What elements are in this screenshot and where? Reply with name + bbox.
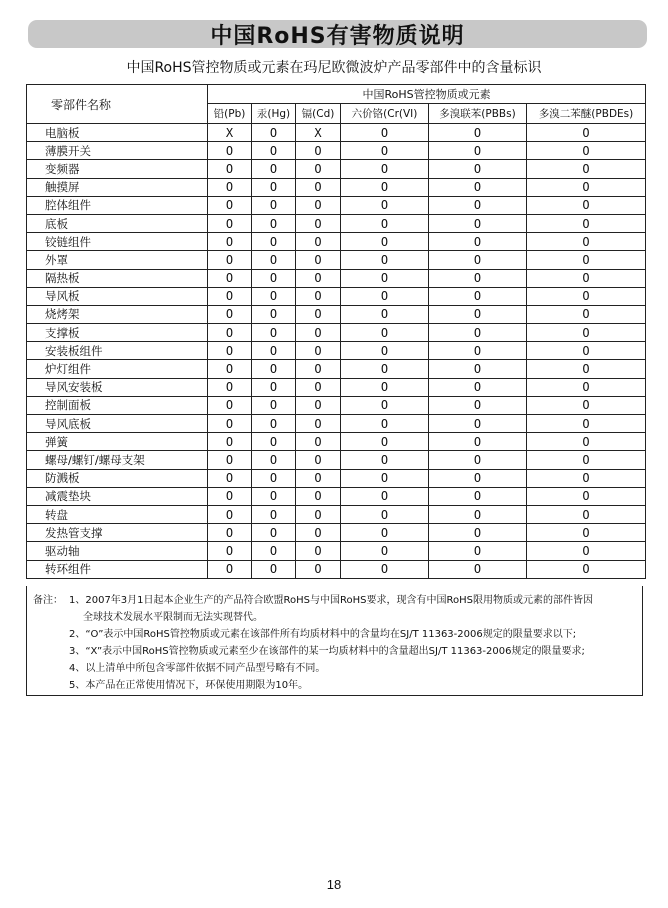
table-row — [27, 378, 646, 396]
mark-cell-cr6: O — [341, 451, 429, 469]
mark-cell-hg: O — [252, 542, 296, 560]
mark-cell-hg: O — [252, 378, 296, 396]
table-row — [27, 524, 646, 542]
mark-cell-pbbs: O — [429, 360, 527, 378]
part-name-cell: 控制面板 — [27, 396, 208, 414]
mark-cell-hg: O — [252, 251, 296, 269]
mark-cell-hg: O — [252, 451, 296, 469]
mark-cell-pb: O — [208, 196, 252, 214]
mark-cell-pbdes: O — [527, 360, 646, 378]
mark-cell-pb: O — [208, 542, 252, 560]
mark-cell-pbdes: O — [527, 305, 646, 323]
table-row — [27, 124, 646, 142]
mark-cell-hg: O — [252, 178, 296, 196]
part-name-cell: 烧烤架 — [27, 305, 208, 323]
mark-cell-cr6: O — [341, 487, 429, 505]
notes-box — [26, 586, 643, 696]
mark-cell-cr6: O — [341, 196, 429, 214]
mark-cell-cr6: O — [341, 214, 429, 232]
mark-cell-cd: O — [296, 305, 341, 323]
mark-cell-pbbs: O — [429, 287, 527, 305]
mark-cell-pbbs: O — [429, 196, 527, 214]
mark-cell-pb: O — [208, 214, 252, 232]
note-item: 5、本产品在正常使用情况下，环保使用期限为10年。 — [69, 680, 309, 691]
mark-cell-pb: X — [208, 124, 252, 142]
mark-cell-pb: O — [208, 142, 252, 160]
mark-cell-hg: O — [252, 415, 296, 433]
part-name-cell: 铰链组件 — [27, 233, 208, 251]
mark-cell-cr6: O — [341, 542, 429, 560]
mark-cell-pbbs: O — [429, 378, 527, 396]
mark-cell-pb: O — [208, 178, 252, 196]
mark-cell-pb: O — [208, 287, 252, 305]
mark-cell-hg: O — [252, 469, 296, 487]
part-name-cell: 隔热板 — [27, 269, 208, 287]
mark-cell-cr6: O — [341, 469, 429, 487]
mark-cell-cr6: O — [341, 160, 429, 178]
mark-cell-cd: O — [296, 469, 341, 487]
mark-cell-pbdes: O — [527, 542, 646, 560]
mark-cell-pbbs: O — [429, 233, 527, 251]
table-row — [27, 396, 646, 414]
mark-cell-cr6: O — [341, 142, 429, 160]
note-text: 1、2007年3月1日起本企业生产的产品符合欧盟RoHS与中国RoHS要求，现含有中国RoHS限用物质或元素的部件皆因 — [69, 595, 593, 606]
mark-cell-pb: O — [208, 433, 252, 451]
mark-cell-cd: O — [296, 342, 341, 360]
mark-cell-cd: O — [296, 287, 341, 305]
substance-header-pb: 铅(Pb) — [208, 104, 252, 124]
mark-cell-cr6: O — [341, 305, 429, 323]
mark-cell-pbdes: O — [527, 178, 646, 196]
mark-cell-cd: O — [296, 487, 341, 505]
mark-cell-pb: O — [208, 378, 252, 396]
mark-cell-pbdes: O — [527, 524, 646, 542]
mark-cell-hg: O — [252, 233, 296, 251]
mark-cell-hg: O — [252, 269, 296, 287]
mark-cell-hg: O — [252, 487, 296, 505]
mark-cell-pb: O — [208, 505, 252, 523]
mark-cell-cr6: O — [341, 324, 429, 342]
mark-cell-pb: O — [208, 560, 252, 578]
table-caption: 中国RoHS管控物质或元素在玛尼欧微波炉产品零部件中的含量标识 — [126, 60, 542, 76]
mark-cell-pbbs: O — [429, 560, 527, 578]
mark-cell-cr6: O — [341, 251, 429, 269]
mark-cell-hg: O — [252, 124, 296, 142]
mark-cell-pbdes: O — [527, 142, 646, 160]
part-name-cell: 安装板组件 — [27, 342, 208, 360]
mark-cell-cd: O — [296, 378, 341, 396]
mark-cell-pbbs: O — [429, 142, 527, 160]
mark-cell-pbbs: O — [429, 524, 527, 542]
mark-cell-cr6: O — [341, 505, 429, 523]
mark-cell-pbdes: O — [527, 415, 646, 433]
mark-cell-pbdes: O — [527, 196, 646, 214]
mark-cell-pbbs: O — [429, 505, 527, 523]
mark-cell-hg: O — [252, 505, 296, 523]
mark-cell-cr6: O — [341, 287, 429, 305]
substance-header-cr6: 六价铬(Cr(VI) — [341, 104, 429, 124]
table-row — [27, 214, 646, 232]
mark-cell-pbdes: O — [527, 396, 646, 414]
note-item: 3、“X”表示中国RoHS管控物质或元素至少在该部件的某一均质材料中的含量超出SJ/T 11363-2006规定的限量要求; — [69, 646, 585, 657]
part-name-cell: 导风板 — [27, 287, 208, 305]
part-name-cell: 弹簧 — [27, 433, 208, 451]
part-name-cell: 防溅板 — [27, 469, 208, 487]
mark-cell-cd: O — [296, 233, 341, 251]
mark-cell-hg: O — [252, 305, 296, 323]
mark-cell-cd: O — [296, 433, 341, 451]
mark-cell-pbbs: O — [429, 251, 527, 269]
rohs-table — [26, 84, 646, 579]
table-row — [27, 560, 646, 578]
mark-cell-pbbs: O — [429, 124, 527, 142]
mark-cell-pbdes: O — [527, 324, 646, 342]
part-name-cell: 驱动轴 — [27, 542, 208, 560]
mark-cell-cd: O — [296, 524, 341, 542]
table-row — [27, 269, 646, 287]
table-row — [27, 178, 646, 196]
substance-header-cd: 镉(Cd) — [296, 104, 341, 124]
table-row — [27, 360, 646, 378]
mark-cell-pb: O — [208, 469, 252, 487]
mark-cell-pbbs: O — [429, 160, 527, 178]
mark-cell-pbbs: O — [429, 305, 527, 323]
table-row — [27, 196, 646, 214]
table-row — [27, 469, 646, 487]
part-name-cell: 减震垫块 — [27, 487, 208, 505]
note-continuation: 全球技术发展水平限制而无法实现替代。 — [83, 612, 263, 623]
table-row — [27, 433, 646, 451]
part-name-cell: 外罩 — [27, 251, 208, 269]
mark-cell-cr6: O — [341, 360, 429, 378]
mark-cell-cr6: O — [341, 524, 429, 542]
mark-cell-hg: O — [252, 360, 296, 378]
page-title: 中国RoHS有害物质说明 — [210, 23, 465, 49]
part-name-cell: 薄膜开关 — [27, 142, 208, 160]
part-name-cell: 支撑板 — [27, 324, 208, 342]
part-name-cell: 底板 — [27, 214, 208, 232]
mark-cell-hg: O — [252, 396, 296, 414]
table-row — [27, 342, 646, 360]
mark-cell-cr6: O — [341, 342, 429, 360]
table-row — [27, 451, 646, 469]
mark-cell-cr6: O — [341, 560, 429, 578]
mark-cell-pbbs: O — [429, 342, 527, 360]
mark-cell-cd: O — [296, 560, 341, 578]
mark-cell-pb: O — [208, 342, 252, 360]
table-row — [27, 251, 646, 269]
part-name-cell: 炉灯组件 — [27, 360, 208, 378]
mark-cell-cd: O — [296, 415, 341, 433]
table-row — [27, 505, 646, 523]
mark-cell-pbbs: O — [429, 415, 527, 433]
mark-cell-pbdes: O — [527, 451, 646, 469]
mark-cell-cd: O — [296, 396, 341, 414]
mark-cell-cr6: O — [341, 433, 429, 451]
mark-cell-cd: O — [296, 251, 341, 269]
mark-cell-pbbs: O — [429, 469, 527, 487]
mark-cell-pbbs: O — [429, 214, 527, 232]
mark-cell-cr6: O — [341, 415, 429, 433]
part-name-cell: 螺母/螺钉/螺母支架 — [27, 451, 208, 469]
table-row — [27, 415, 646, 433]
mark-cell-pbbs: O — [429, 451, 527, 469]
mark-cell-pbdes: O — [527, 287, 646, 305]
mark-cell-cd: O — [296, 142, 341, 160]
mark-cell-cd: O — [296, 178, 341, 196]
mark-cell-pbbs: O — [429, 324, 527, 342]
mark-cell-pbdes: O — [527, 214, 646, 232]
mark-cell-pb: O — [208, 233, 252, 251]
part-name-cell: 电脑板 — [27, 124, 208, 142]
part-name-cell: 变频器 — [27, 160, 208, 178]
table-row — [27, 233, 646, 251]
mark-cell-pbbs: O — [429, 542, 527, 560]
part-name-cell: 转盘 — [27, 505, 208, 523]
mark-cell-pbbs: O — [429, 178, 527, 196]
table-row — [27, 287, 646, 305]
header-row-group — [27, 85, 646, 104]
mark-cell-pb: O — [208, 305, 252, 323]
page-number: 18 — [326, 877, 342, 892]
mark-cell-pbdes: O — [527, 269, 646, 287]
mark-cell-cr6: O — [341, 124, 429, 142]
mark-cell-pbdes: O — [527, 433, 646, 451]
mark-cell-pb: O — [208, 451, 252, 469]
part-name-cell: 导风底板 — [27, 415, 208, 433]
mark-cell-pb: O — [208, 360, 252, 378]
mark-cell-pbbs: O — [429, 433, 527, 451]
mark-cell-cd: X — [296, 124, 341, 142]
mark-cell-pb: O — [208, 415, 252, 433]
mark-cell-pbdes: O — [527, 378, 646, 396]
mark-cell-hg: O — [252, 324, 296, 342]
mark-cell-hg: O — [252, 433, 296, 451]
mark-cell-cd: O — [296, 160, 341, 178]
mark-cell-pb: O — [208, 524, 252, 542]
mark-cell-cd: O — [296, 269, 341, 287]
mark-cell-cd: O — [296, 505, 341, 523]
mark-cell-hg: O — [252, 524, 296, 542]
mark-cell-hg: O — [252, 342, 296, 360]
mark-cell-pbdes: O — [527, 560, 646, 578]
title-banner — [28, 20, 647, 48]
note-item: 4、以上清单中所包含零部件依据不同产品型号略有不同。 — [69, 663, 326, 674]
table-row — [27, 542, 646, 560]
table-row — [27, 160, 646, 178]
mark-cell-pb: O — [208, 324, 252, 342]
mark-cell-cd: O — [296, 542, 341, 560]
part-name-cell: 腔体组件 — [27, 196, 208, 214]
note-item: 2、“O”表示中国RoHS管控物质或元素在该部件所有均质材料中的含量均在SJ/T 11363-2006规定的限量要求以下; — [69, 629, 577, 640]
mark-cell-cr6: O — [341, 378, 429, 396]
substance-header-hg: 汞(Hg) — [252, 104, 296, 124]
mark-cell-hg: O — [252, 142, 296, 160]
mark-cell-pb: O — [208, 269, 252, 287]
mark-cell-pb: O — [208, 487, 252, 505]
mark-cell-pbdes: O — [527, 233, 646, 251]
mark-cell-pbbs: O — [429, 487, 527, 505]
mark-cell-cr6: O — [341, 178, 429, 196]
substance-header-pbbs: 多溴联苯(PBBs) — [429, 104, 527, 124]
part-name-cell: 导风安装板 — [27, 378, 208, 396]
mark-cell-hg: O — [252, 287, 296, 305]
mark-cell-cr6: O — [341, 396, 429, 414]
mark-cell-cr6: O — [341, 233, 429, 251]
table-row — [27, 487, 646, 505]
substance-group-header: 中国RoHS管控物质或元素 — [208, 85, 646, 104]
mark-cell-pbbs: O — [429, 269, 527, 287]
table-row — [27, 324, 646, 342]
mark-cell-pbdes: O — [527, 160, 646, 178]
part-name-cell: 触摸屏 — [27, 178, 208, 196]
mark-cell-pb: O — [208, 160, 252, 178]
table-row — [27, 305, 646, 323]
part-name-cell: 转环组件 — [27, 560, 208, 578]
part-name-header: 零部件名称 — [27, 85, 208, 124]
mark-cell-cd: O — [296, 214, 341, 232]
mark-cell-pbdes: O — [527, 251, 646, 269]
mark-cell-cr6: O — [341, 269, 429, 287]
part-name-cell: 发热管支撑 — [27, 524, 208, 542]
mark-cell-cd: O — [296, 324, 341, 342]
mark-cell-pbbs: O — [429, 396, 527, 414]
mark-cell-cd: O — [296, 360, 341, 378]
mark-cell-pbdes: O — [527, 505, 646, 523]
mark-cell-hg: O — [252, 214, 296, 232]
mark-cell-pb: O — [208, 396, 252, 414]
rohs-table-body — [27, 124, 646, 579]
mark-cell-cd: O — [296, 196, 341, 214]
substance-header-pbdes: 多溴二苯醚(PBDEs) — [527, 104, 646, 124]
mark-cell-cd: O — [296, 451, 341, 469]
table-row — [27, 142, 646, 160]
mark-cell-pbdes: O — [527, 469, 646, 487]
mark-cell-pbdes: O — [527, 124, 646, 142]
mark-cell-pb: O — [208, 251, 252, 269]
mark-cell-hg: O — [252, 160, 296, 178]
mark-cell-pbdes: O — [527, 342, 646, 360]
notes-label: 备注： — [33, 595, 63, 606]
note-item — [27, 592, 642, 609]
mark-cell-pbdes: O — [527, 487, 646, 505]
mark-cell-hg: O — [252, 560, 296, 578]
mark-cell-hg: O — [252, 196, 296, 214]
